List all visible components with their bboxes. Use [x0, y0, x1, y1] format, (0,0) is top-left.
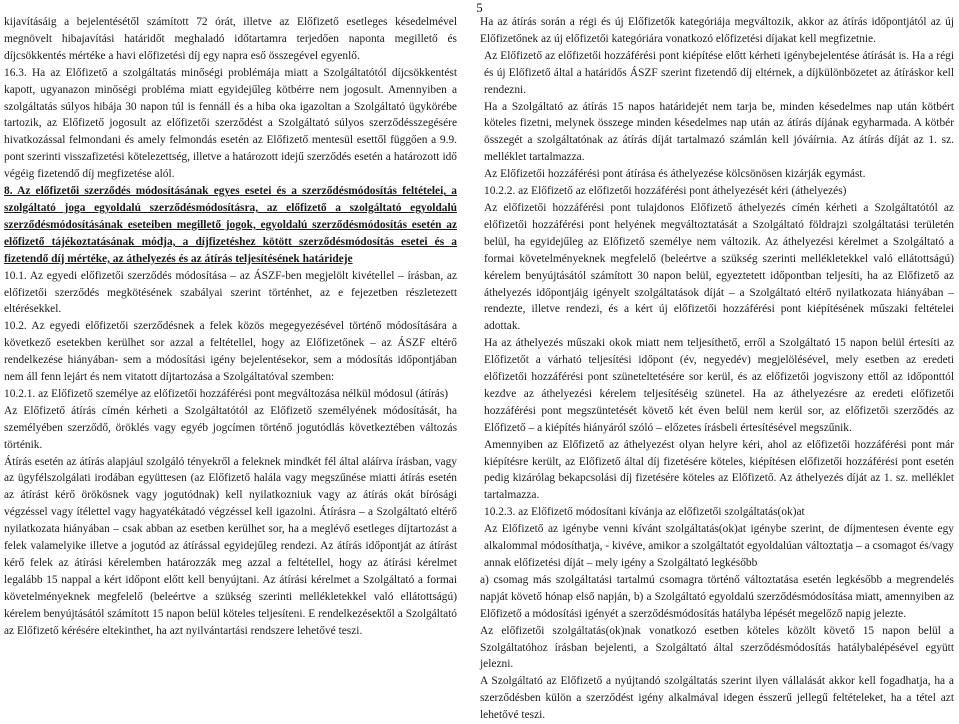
- paragraph: Az előfizetői hozzáférési pont tulajdonos Előfizető áthelyezés címén kérheti a Szolgáltatótól az előfizetői hozzáférési pont helyének megváltoztatását a Szolgáltató földrajzi szolgáltatási területén belül, ha egyidejűleg az Előfizető személye nem változik. Az áthelyezési kérelmet a Szolgáltató a formai követelményeknek megfelelő (beleértve a szükség szerinti mellékletekkel való ellátottságú) kérelem benyújtásától számított 30 napon belül, egyeztetett időpontban teljesíti, ha az Előfizető az áthelyezés időpontjáig igényelt szolgáltatások díját – a Szolgáltató eltérő nyilatkozata hiányában – rendezte, illetve rendezi, és a kért új előfizetői hozzáférési pont kiépítésének műszaki feltételei adottak.: [484, 201, 954, 333]
- paragraph: 10.2. Az egyedi előfizetői szerződésnek a felek közös megegyezésével történő módosítására a következő esetekben kerülhet sor azzal a feltétellel, hogy az Előfizetőnek – az ÁSZF eltérő rendelkezése hiányában- sem a módosítási igény bejelentésekor, sem a módosítás időpontjában nem áll fenn lejárt és nem vitatott díjtartozása a Szolgáltatóval szemben:: [4, 320, 457, 384]
- paragraph: kijavításáig a bejelentésétől számított 72 órát, illetve az Előfizető esetleges késedelmével megnövelt hibajavítási határidőt meghaladó időtartamra terjedően naponta megillető és díjcsökkentés mértéke a havi előfizetési díj egy napra eső összegével egyenlő.: [4, 16, 457, 62]
- paragraph: Ha a Szolgáltató az átírás 15 napos határidejét nem tarja be, minden késedelmes nap után kötbért köteles fizetni, melynek összege minden késedelmes nap után az átírás díjának egyharmada. A kötbér összegét a szolgáltatónak az átírás díját tartalmazó számlán kell jóváírnia. Az átírás díját az 1. sz. melléklet tartalmazza.: [484, 100, 954, 164]
- paragraph: 10.1. Az egyedi előfizetői szerződés módosítása – az ÁSZF-ben megjelölt kivétellel – írásban, az előfizetői szerződés megkötésének szabályai szerint történhet, az e fejezetben részletezett eltérésekkel.: [4, 269, 457, 316]
- paragraph: a) csomag más szolgáltatási tartalmú csomagra történő változtatása esetén legkésőbb a megrendelés napját követő hónap első napján, b) a Szolgáltató egyoldalú szerződésmódosítása miatt, amennyiben az Előfizető a módosítási igényét a szerződésmódosítás hatályba lépését megelőző napig jelezte.: [480, 573, 954, 620]
- paragraph: Az Előfizetői hozzáférési pont átírása és áthelyezése kölcsönösen kizárják egymást.: [484, 168, 866, 181]
- subsection-heading: 10.2.3. az Előfizető módosítani kívánja az előfizetői szolgáltatás(ok)at: [484, 506, 805, 519]
- paragraph: Ha az átírás során a régi és új Előfizetők kategóriája megváltozik, akkor az átírás időpontjától az új Előfizetőnek az új előfizetői kategóriára vonatkozó előfizetési díjakat kell megfizetnie.: [480, 16, 954, 45]
- left-column: [4, 14, 457, 640]
- page-number: 5: [476, 0, 483, 15]
- paragraph: Amennyiben az Előfizető az áthelyezést olyan helyre kéri, ahol az előfizetői hozzáférési pont már kiépítésre került, az Előfizető által díj fizetésére köteles, kiépítésen előfizetői hozzáférési pont esetén pedig kizárólag bekapcsolási díj fizetésére köteles az Előfizető. Az áthelyezés díját az 1. sz. melléklet tartalmazza.: [484, 438, 954, 502]
- section-heading: 8. Az előfizetői szerződés módosításának egyes esetei és a szerződésmódosítás feltételei, a szolgáltató joga egyoldalú szerződésmódosításra, az előfizető a szolgáltató egyoldalú szerződésmódosításának eseteiben megillető jogok, egyoldalú szerződésmódosítás esetén az előfizető tájékoztatásának módja, a díjfizetéshez kötött szerződésmódosítás esetei és a fizetendő díj mértéke, az áthelyezés és az átírás teljesítésének határideje: [4, 185, 457, 265]
- paragraph: Ha az áthelyezés műszaki okok miatt nem teljesíthető, erről a Szolgáltató 15 napon belül értesíti az Előfizetőt a várható teljesítési időpont (év, negyedév) megjelölésével, mely esetben az eredeti előfizetői hozzáférési pont szüneteltetésére sor kerül, és az előfizetői jogviszony ettől az időponttól kezdve az áthelyezési kérelem teljesítéséig szünetel. Ha az áthelyezésre az eredeti előfizetői hozzáférési pont megszüntetését követő két éven belül nem kerül sor, az előfizetői szerződés az Előfizető – a kiépítés hiányáról szóló – előzetes írásbeli értesítésével megszűnik.: [484, 337, 954, 434]
- paragraph: Az Előfizető az igénybe venni kívánt szolgáltatás(ok)at igénybe szerint, de díjmentesen évente egy alkalommal módosíthatja, - kivéve, amikor a szolgáltatót egyoldalúan változtatja – a csomagot és/vagy annak előfizetési díját – mely igény a Szolgáltató legkésőbb: [484, 523, 954, 569]
- paragraph: Az Előfizető átírás címén kérheti a Szolgáltatótól az Előfizető személyének módosítását, ha személyében szerződő, öröklés vagy egyéb jogcímen történő jogutódlás következtében változás történik.: [4, 404, 457, 451]
- paragraph: A Szolgáltató az Előfizető a nyújtandó szolgáltatás szerint ilyen vállalását akkor kell fogadhatja, ha a szerződésben külön a szerződést igény alkalmával idegen ésszerű jellegű feltételeket, ha a tétel azt lehetővé teszi.: [480, 675, 954, 722]
- paragraph: 16.3. Ha az Előfizető a szolgáltatás minőségi problémája miatt a Szolgáltatótól díjcsökkentést kapott, ugyanazon minőségi probléma miatt egyidejűleg kötbérre nem jogosult. Amennyiben a szolgáltatás súlyos hibája 30 napon túl is fennáll és a hiba oka igazoltan a Szolgáltató ügykörébe tartozik, az Előfizető jogosult az előfizetői szerződést a Szolgáltató súlyos szerződésszegésére hivatkozással felmondani és amely felmondás esetén az Előfizető mentesül esettől függően a 9.9. pont szerinti visszafizetési kötelezettség, illetve a határozott idejű szerződés esetén a határozott idő végéig fizetendő díj megfizetése alól.: [4, 66, 457, 181]
- paragraph: Az előfizetői szolgáltatás(ok)nak vonatkozó esetben köteles közölt követő 15 napon belül a Szolgáltatóhoz írásban bejelenti, a Szolgáltató által szerződésmódosítás hatálybalépésével együtt jelezni.: [480, 624, 954, 671]
- paragraph: 10.2.1. az Előfizető személye az előfizetői hozzáférési pont megváltozása nélkül módosul (átírás): [4, 387, 449, 400]
- subsection-heading: 10.2.2. az Előfizető az előfizetői hozzáférési pont áthelyezését kéri (áthelyezés): [484, 185, 847, 198]
- paragraph: Az Előfizető az előfizetői hozzáférési pont kiépítése előtt kérheti igénybejelentése átírását is. Ha a régi és új Előfizető által a határidős ÁSZF szerint fizetendő díj eltérnek, a díjkülönbözetet az átíráskor kell rendezni.: [484, 49, 954, 96]
- paragraph: Átírás esetén az átírás alapjául szolgáló tényekről a feleknek mindkét fél által aláírva írásban, vagy az ügyfélszolgálati irodában együttesen (az Előfizető halála vagy megszűnése miatti átírás esetén az átírást kérő örökösnek vagy jogutódnak) kell nyilatkozniuk vagy az átírás okát bírósági végzéssel vagy ítélettel vagy hagyatékátadó végzéssel kell igazolni. Átírásra – a Szolgáltató eltérő nyilatkozata hiányában – csak abban az esetben kerülhet sor, ha a meglévő esetleges díjtartozást a felek valamelyike illetve a jogutód az átírással egyidejűleg rendezi. Az átírás időpontját az átírást kérő felek az átírási kérelemben határozzák meg azzal a feltétellel, hogy az átírási kérelmet legalább 15 nappal a kért időpont előtt kell benyújtani. Az átírási kérelmet a Szolgáltató a formai követelményeknek megfelelő (beleértve a szükség szerinti mellékletekkel való ellátottságú) kérelem benyújtásától számított 15 napon belül köteles teljesíteni. E rendelkezésektől a Szolgáltató az Előfizető kérésére eltekinthet, ha azt nyilvántartási rendszere lehetővé teszi.: [4, 455, 457, 637]
- right-column: [480, 14, 954, 724]
